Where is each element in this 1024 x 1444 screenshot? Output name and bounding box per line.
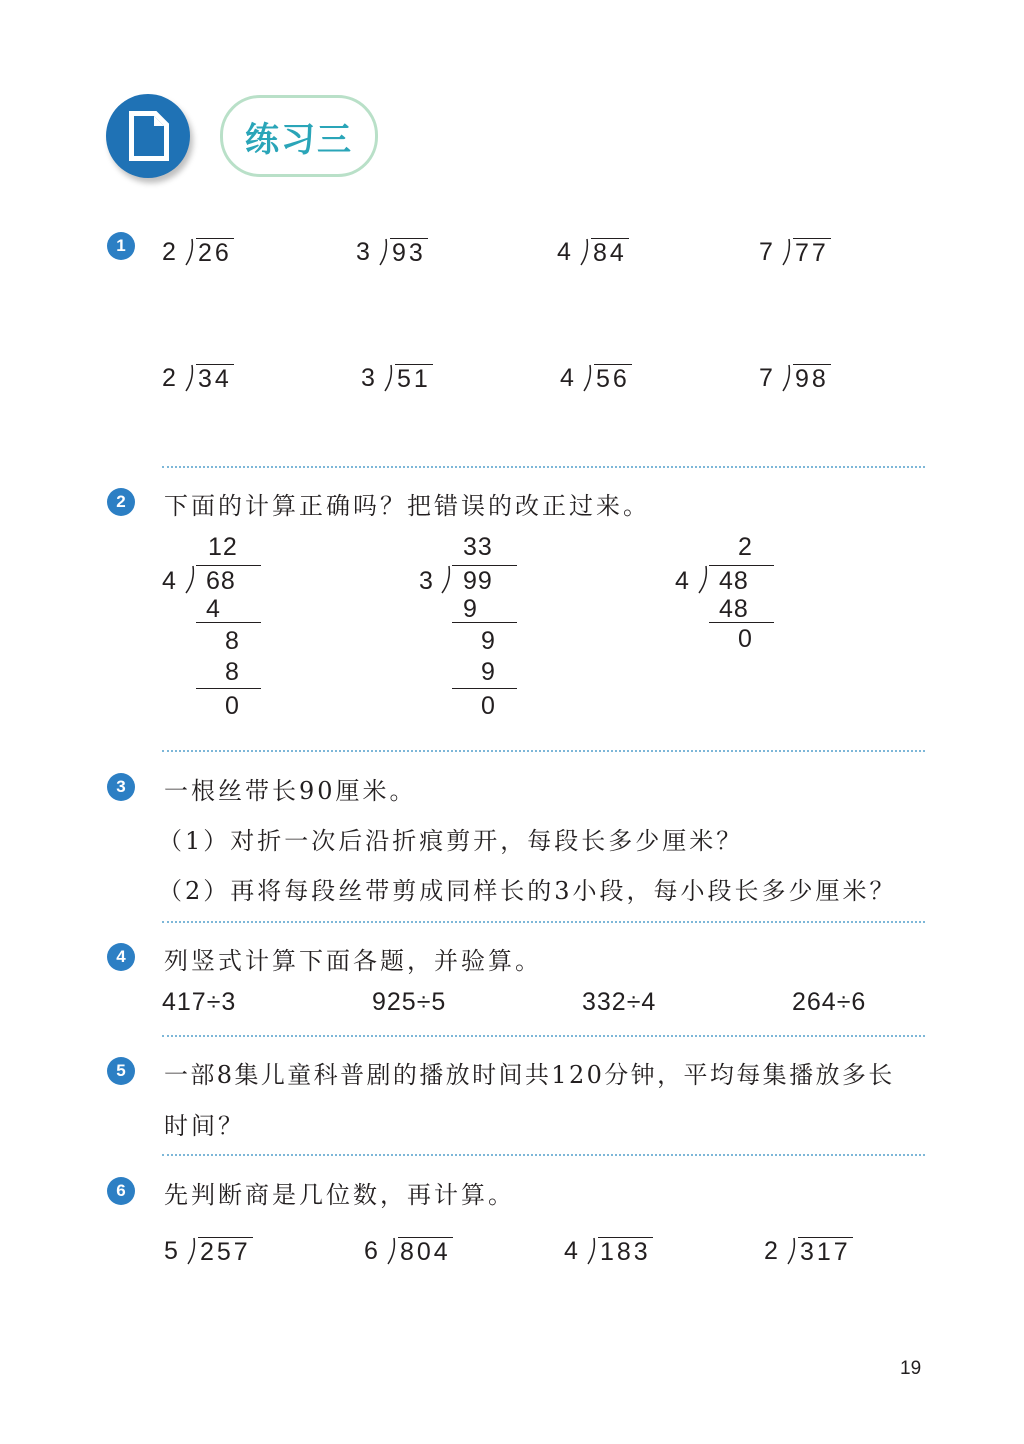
- division-bracket: [184, 565, 198, 595]
- sub-question: （1）对折一次后沿折痕剪开，每段长多少厘米？: [158, 827, 744, 855]
- division-expression: 264÷6: [792, 988, 867, 1016]
- division-bracket: [697, 565, 711, 595]
- question-prompt: 先判断商是几位数，再计算。: [164, 1181, 515, 1209]
- separator: [162, 921, 925, 923]
- step-line: [452, 622, 517, 623]
- division-line: [196, 565, 261, 566]
- separator: [162, 750, 925, 752]
- long-division: 6 804: [364, 1237, 451, 1266]
- step-line: [709, 622, 774, 623]
- dividend: 99: [463, 567, 493, 595]
- final-remainder: 0: [481, 692, 496, 720]
- question-prompt: 列竖式计算下面各题，并验算。: [164, 947, 542, 975]
- long-division: 2 34: [162, 364, 232, 393]
- divisor: 3: [419, 567, 434, 595]
- step-line: [452, 688, 517, 689]
- division-bracket: [440, 565, 454, 595]
- divisor: 4: [162, 567, 177, 595]
- question-number: 3: [107, 773, 135, 801]
- question-prompt-continued: 时间？: [164, 1112, 245, 1140]
- division-line: [452, 565, 517, 566]
- step-product: 9: [481, 658, 496, 686]
- question-number: 5: [107, 1057, 135, 1085]
- step-product: 8: [225, 658, 240, 686]
- long-division: 4 183: [564, 1237, 651, 1266]
- long-division: 4 84: [557, 238, 627, 267]
- question-prompt: 下面的计算正确吗？把错误的改正过来。: [164, 492, 650, 520]
- question-prompt: 一根丝带长90厘米。: [164, 777, 417, 805]
- step-product: 48: [719, 595, 749, 623]
- separator: [162, 1035, 925, 1037]
- step-product: 4: [206, 595, 221, 623]
- question-prompt: 一部8集儿童科普剧的播放时间共120分钟，平均每集播放多长: [164, 1061, 895, 1089]
- step-remainder: 8: [225, 627, 240, 655]
- divisor: 4: [675, 567, 690, 595]
- long-division: 4 56: [560, 364, 630, 393]
- long-division: 7 98: [759, 364, 829, 393]
- step-product: 9: [463, 595, 478, 623]
- separator: [162, 1154, 925, 1156]
- long-division: 5 257: [164, 1237, 251, 1266]
- long-division: 7 77: [759, 238, 829, 267]
- long-division: 2 26: [162, 238, 232, 267]
- long-division: 3 51: [361, 364, 431, 393]
- quotient: 2: [738, 533, 753, 561]
- long-division: 3 93: [356, 238, 426, 267]
- step-remainder: 9: [481, 627, 496, 655]
- division-line: [709, 565, 774, 566]
- step-line: [196, 688, 261, 689]
- page-number: 19: [900, 1358, 922, 1379]
- division-expression: 332÷4: [582, 988, 657, 1016]
- question-number: 6: [107, 1177, 135, 1205]
- dividend: 68: [206, 567, 236, 595]
- division-expression: 417÷3: [162, 988, 237, 1016]
- document-icon: [106, 94, 190, 178]
- step-line: [196, 622, 261, 623]
- quotient: 33: [463, 533, 493, 561]
- final-remainder: 0: [225, 692, 240, 720]
- dividend: 48: [719, 567, 749, 595]
- sub-question: （2）再将每段丝带剪成同样长的3小段，每小段长多少厘米？: [158, 877, 897, 905]
- long-division: 2 317: [764, 1237, 851, 1266]
- question-number: 4: [107, 943, 135, 971]
- quotient: 12: [208, 533, 238, 561]
- final-remainder: 0: [738, 625, 753, 653]
- separator: [162, 466, 925, 468]
- page-title: 练习三: [220, 95, 378, 177]
- question-number: 1: [107, 232, 135, 260]
- question-number: 2: [107, 488, 135, 516]
- division-expression: 925÷5: [372, 988, 447, 1016]
